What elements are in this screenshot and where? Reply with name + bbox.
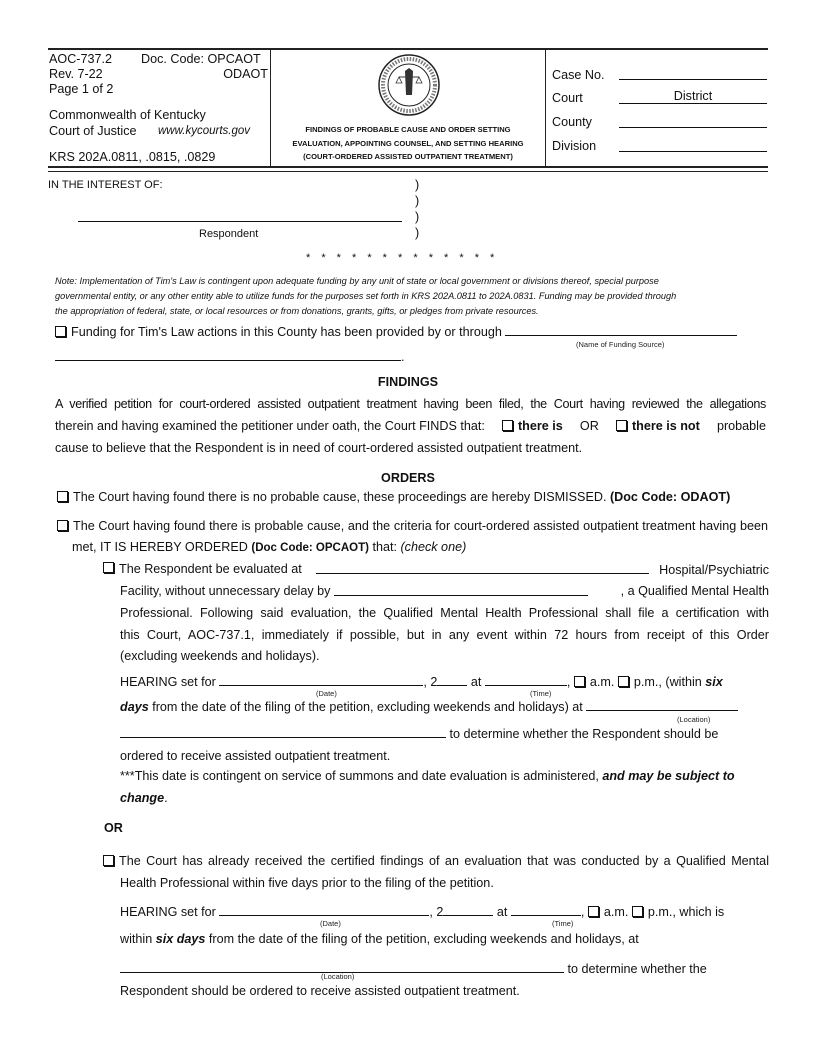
paren: ) xyxy=(415,226,420,240)
am-checkbox[interactable] xyxy=(588,906,599,917)
there-is-checkbox[interactable] xyxy=(502,420,513,431)
funding-source-caption: (Name of Funding Source) xyxy=(576,340,665,349)
form-title-line1: FINDINGS OF PROBABLE CAUSE AND ORDER SETTING xyxy=(305,125,511,134)
change-line xyxy=(120,791,168,805)
contingent-emphasis: change xyxy=(120,791,165,805)
six-label: six xyxy=(705,675,723,689)
already-option xyxy=(103,854,769,868)
respondent-name-field[interactable] xyxy=(78,221,402,222)
six-days-label: six days xyxy=(155,932,206,946)
already-line: Health Professional within five days prior to the filing of the petition. xyxy=(120,876,494,890)
findings-line xyxy=(55,419,766,433)
funding-text: Funding for Tim's Law actions in this County has been provided by or through xyxy=(71,325,502,339)
facility-field[interactable] xyxy=(316,562,649,574)
probable-line2 xyxy=(72,540,466,554)
commonwealth: Commonwealth of Kentucky xyxy=(49,108,206,122)
hearing-time-field[interactable] xyxy=(485,674,567,686)
probable-text: met, IT IS HEREBY ORDERED xyxy=(72,540,248,554)
there-is-label: there is xyxy=(517,419,563,433)
date-caption: (Date) xyxy=(320,919,341,928)
orders-heading: ORDERS xyxy=(381,471,435,485)
eval-line: Professional. Following said evaluation, the Qualified Mental Health Professional shall file a certification with xyxy=(120,606,769,620)
krs-reference: KRS 202A.0811, .0815, .0829 xyxy=(49,150,216,164)
hearing-time-field[interactable] xyxy=(511,904,581,916)
eval-text: from the date of the filing of the petition, excluding weekends and holidays) at xyxy=(152,700,583,714)
period: . xyxy=(401,350,405,364)
within-line xyxy=(120,932,639,946)
pm-checkbox[interactable] xyxy=(632,906,643,917)
am-label: a.m. xyxy=(603,905,629,919)
hearing-date-field[interactable] xyxy=(219,674,423,686)
county-field[interactable] xyxy=(619,127,767,128)
qmhp-field[interactable] xyxy=(334,584,588,596)
eval-text: to determine whether the Respondent should be xyxy=(449,727,719,741)
funding-source-field-2[interactable] xyxy=(55,349,401,361)
revision: Rev. 7-22 xyxy=(49,67,103,81)
court-label: Court xyxy=(552,91,583,105)
check-one: (check one) xyxy=(400,540,467,554)
date-caption: (Date) xyxy=(316,689,337,698)
already-text: within xyxy=(120,932,153,946)
or-separator: OR xyxy=(104,821,123,835)
probable-checkbox[interactable] xyxy=(57,520,68,531)
findings-text: probable xyxy=(716,419,766,433)
hearing-location-field-2[interactable] xyxy=(120,726,446,738)
at-label: at xyxy=(496,905,508,919)
time-caption: (Time) xyxy=(552,919,574,928)
dismiss-option xyxy=(57,490,730,504)
year-prefix: , 2 xyxy=(429,905,444,919)
respondent-line: Respondent should be ordered to receive assisted outpatient treatment. xyxy=(120,984,520,998)
interest-of-label: IN THE INTEREST OF: xyxy=(48,179,163,191)
funding-source-field[interactable] xyxy=(505,324,737,336)
hearing-year-field[interactable] xyxy=(437,674,467,686)
probable-text: that: xyxy=(372,540,397,554)
contingent-emphasis: and may be subject to xyxy=(602,769,735,783)
determine-line xyxy=(120,726,718,741)
probable-option xyxy=(57,519,768,533)
funding-row xyxy=(55,324,737,339)
already-text: The Court has already received the certified findings of an evaluation that was conducted by a Qualified Mental xyxy=(119,854,769,868)
hearing-label: HEARING set for xyxy=(120,675,216,689)
evaluate-line xyxy=(103,562,769,577)
evaluate-checkbox[interactable] xyxy=(103,562,114,573)
findings-line: A verified petition for court-ordered assisted outpatient treatment having been filed, the Court having reviewed the allegations xyxy=(55,397,766,411)
already-text: to determine whether the xyxy=(567,962,707,976)
contingent-line xyxy=(120,769,735,783)
note-line: the appropriation of federal, state, or local resources or from donations, grants, gifts, or pledges from private resources. xyxy=(55,306,539,316)
there-is-not-checkbox[interactable] xyxy=(616,420,627,431)
paren: ) xyxy=(415,210,420,224)
year-prefix: , 2 xyxy=(423,675,438,689)
there-is-not-label: there is not xyxy=(631,419,700,433)
am-checkbox[interactable] xyxy=(574,676,585,687)
division-field[interactable] xyxy=(619,151,767,152)
county-label: County xyxy=(552,115,592,129)
determine-line-2 xyxy=(120,961,707,976)
period: . xyxy=(164,791,168,805)
separator-stars: * * * * * * * * * * * * * xyxy=(306,252,499,264)
eval-text: , a Qualified Mental Health xyxy=(620,584,769,598)
eval-text: Facility, without unnecessary delay by xyxy=(120,584,331,598)
court-seal-icon xyxy=(377,53,441,117)
pm-checkbox[interactable] xyxy=(618,676,629,687)
funding-checkbox[interactable] xyxy=(55,326,66,337)
findings-heading: FINDINGS xyxy=(377,375,439,389)
ordered-line: ordered to receive assisted outpatient treatment. xyxy=(120,749,391,763)
probable-text: The Court having found there is probable cause, and the criteria for court-ordered assisted outpatient treatment having been xyxy=(73,519,768,533)
already-text: from the date of the filing of the petition, excluding weekends and holidays, at xyxy=(208,932,639,946)
findings-line: cause to believe that the Respondent is in need of court-ordered assisted outpatient treatment. xyxy=(55,441,583,455)
court-of-justice: Court of Justice xyxy=(49,124,137,138)
eval-text: The Respondent be evaluated at xyxy=(119,562,302,576)
court-field[interactable]: District xyxy=(619,89,767,104)
findings-text: therein and having examined the petitioner under oath, the Court FINDS that: xyxy=(55,419,485,433)
probable-code: (Doc Code: OPCAOT) xyxy=(251,542,369,554)
doc-code-alt: ODAOT xyxy=(223,67,268,81)
days-line xyxy=(120,699,738,714)
division-label: Division xyxy=(552,139,597,153)
note-line: Note: Implementation of Tim's Law is contingent upon adequate funding by any unit of state or local government or divisions thereof, special purpose xyxy=(55,276,659,286)
dismiss-text: The Court having found there is no probable cause, these proceedings are hereby DISMISSED. xyxy=(73,490,607,504)
contingent-text: ***This date is contingent on service of summons and date evaluation is administered, xyxy=(120,769,599,783)
dismiss-code: (Doc Code: ODAOT) xyxy=(609,490,731,504)
hearing-line-2: HEARING set for , 2 at , a.m. p.m., which is xyxy=(120,905,725,919)
doc-code: Doc. Code: OPCAOT xyxy=(141,52,261,66)
time-caption: (Time) xyxy=(530,689,552,698)
case-no-label: Case No. xyxy=(552,68,605,82)
case-no-field[interactable] xyxy=(619,79,767,80)
already-checkbox[interactable] xyxy=(103,855,114,866)
pm-label: p.m., (within xyxy=(633,675,702,689)
am-label: a.m. xyxy=(589,675,615,689)
location-caption: (Location) xyxy=(321,972,355,981)
paren: ) xyxy=(415,194,420,208)
hearing-label: HEARING set for xyxy=(120,905,216,919)
hearing-location-field[interactable] xyxy=(586,699,738,711)
evaluate-line xyxy=(120,584,769,598)
paren: ) xyxy=(415,178,420,192)
website: www.kycourts.gov xyxy=(158,125,251,137)
hearing-date-field[interactable] xyxy=(219,904,429,916)
note-line: governmental entity, or any other entity able to utilize funds for the purposes set forth in KRS 202A.0811 to 202A.0831. Funding may be provided through xyxy=(55,291,677,301)
days-label: days xyxy=(120,700,149,714)
dismiss-checkbox[interactable] xyxy=(57,491,68,502)
location-caption: (Location) xyxy=(677,715,711,724)
eval-line: (excluding weekends and holidays). xyxy=(120,649,320,663)
page-number: Page 1 of 2 xyxy=(49,82,114,96)
hearing-line: HEARING set for , 2 at , a.m. p.m., (within six xyxy=(120,675,723,689)
at-label: at xyxy=(470,675,482,689)
or-label: OR xyxy=(579,419,599,433)
respondent-label: Respondent xyxy=(199,228,259,240)
eval-text: Hospital/Psychiatric xyxy=(659,563,769,577)
form-title-line3: (COURT-ORDERED ASSISTED OUTPATIENT TREATMENT) xyxy=(303,152,513,161)
hearing-year-field[interactable] xyxy=(443,904,493,916)
pm-label: p.m., which is xyxy=(647,905,725,919)
form-title-line2: EVALUATION, APPOINTING COUNSEL, AND SETTING HEARING xyxy=(292,139,524,148)
eval-line: this Court, AOC-737.1, immediately if possible, but in any event within 72 hours from receipt of this Order xyxy=(120,628,769,642)
form-number: AOC-737.2 xyxy=(49,52,112,66)
